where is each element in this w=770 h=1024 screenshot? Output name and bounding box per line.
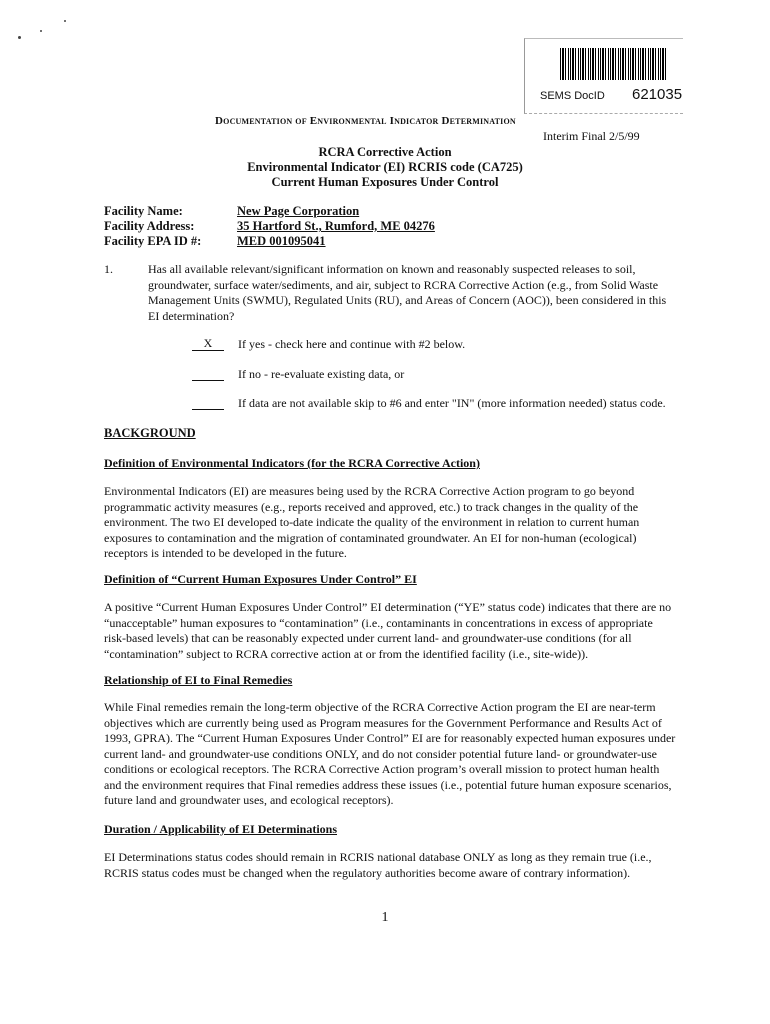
facility-address-value: 35 Hartford St., Rumford, ME 04276 bbox=[237, 219, 435, 233]
option-no-checkbox[interactable] bbox=[192, 366, 224, 381]
section-body-relationship: While Final remedies remain the long-term objective of the RCRA Corrective Action program the EI are near-term objectives which are currently being used as Program measures for the Government Performance and Results Act of 1993, GPRA). The “Current Human Exposures Under Control” EI are for reasonably expected human exposures under current land- and groundwater-use conditions ONLY, and do not consider potential future land- or groundwater-use conditions or ecological receptors. The RCRA Corrective Action program’s overall mission to protect human health and the environment requires that Final remedies address these issues (i.e., potential future human exposure scenarios, future land and groundwater uses, and ecological receptors). bbox=[104, 700, 676, 807]
scan-speck bbox=[18, 36, 21, 39]
facility-name-value: New Page Corporation bbox=[237, 204, 360, 218]
scan-speck bbox=[40, 30, 42, 32]
option-no-text: If no - re-evaluate existing data, or bbox=[238, 367, 405, 381]
section-title-relationship: Relationship of EI to Final Remedies bbox=[104, 673, 293, 687]
question-text: Has all available relevant/significant information on known and reasonably suspected releases to soil, groundwater, surface water/sediments, and air, subject to RCRA Corrective Action (e.g., from Solid Waste Management Units (SWMU), Regulated Units (RU), and Areas of Concern (AOC)), been considered in this EI determination? bbox=[148, 262, 667, 323]
sems-docid-number: 621035 bbox=[632, 86, 683, 103]
facility-name-label: Facility Name: bbox=[104, 204, 183, 218]
section-body-definition-current: A positive “Current Human Exposures Under Control” EI determination (“YE” status code) indicates that there are no “unacceptable” human exposures to “contamination” (i.e., contaminants in concentrations in excess of appropriate risk-based levels) that can be reasonably expected under current land- and groundwater-use conditions (for all “contamination” subject to RCRA corrective action at or from the identified facility (i.e., site-wide)). bbox=[104, 600, 672, 661]
option-yes-checkbox[interactable]: X bbox=[192, 336, 224, 351]
heading-line-1: RCRA Corrective Action bbox=[318, 145, 452, 159]
section-body-duration: EI Determinations status codes should remain in RCRIS national database ONLY as long as they remain true (i.e., RCRIS status codes must be changed when the regulatory authorities become aware of contrary information). bbox=[104, 850, 652, 880]
section-title-definition-ei: Definition of Environmental Indicators (for the RCRA Corrective Action) bbox=[104, 456, 480, 470]
facility-address-label: Facility Address: bbox=[104, 219, 195, 233]
section-title-duration: Duration / Applicability of EI Determinations bbox=[104, 822, 338, 836]
option-na-checkbox[interactable] bbox=[192, 395, 224, 410]
background-heading: BACKGROUND bbox=[104, 426, 196, 440]
sems-docid-label: SEMS DocID bbox=[540, 90, 605, 102]
document-title: Documentation of Environmental Indicator Determination bbox=[215, 115, 516, 127]
heading-line-3: Current Human Exposures Under Control bbox=[271, 175, 499, 189]
section-title-definition-current: Definition of “Current Human Exposures Under Control” EI bbox=[104, 572, 417, 586]
option-yes-text: If yes - check here and continue with #2 below. bbox=[238, 337, 466, 351]
scan-speck bbox=[64, 20, 66, 22]
page-number: 1 bbox=[381, 910, 389, 925]
option-na-text: If data are not available skip to #6 and enter "IN" (more information needed) status code. bbox=[238, 396, 666, 410]
section-body-definition-ei: Environmental Indicators (EI) are measures being used by the RCRA Corrective Action program to go beyond programmatic activity measures (e.g., reports received and approved, etc.) to track changes in the quality of the environment. The two EI developed to-date indicate the quality of the environment in relation to current human exposures to contamination and the migration of contaminated groundwater. An EI for non-human (ecological) receptors is intended to be developed in the future. bbox=[104, 484, 640, 560]
barcode-image bbox=[560, 48, 668, 80]
interim-final-date: Interim Final 2/5/99 bbox=[543, 129, 640, 143]
question-number: 1. bbox=[104, 262, 113, 276]
facility-epa-id-label: Facility EPA ID #: bbox=[104, 234, 202, 248]
heading-line-2: Environmental Indicator (EI) RCRIS code (CA725) bbox=[247, 160, 523, 174]
facility-epa-id-value: MED 001095041 bbox=[237, 234, 326, 248]
